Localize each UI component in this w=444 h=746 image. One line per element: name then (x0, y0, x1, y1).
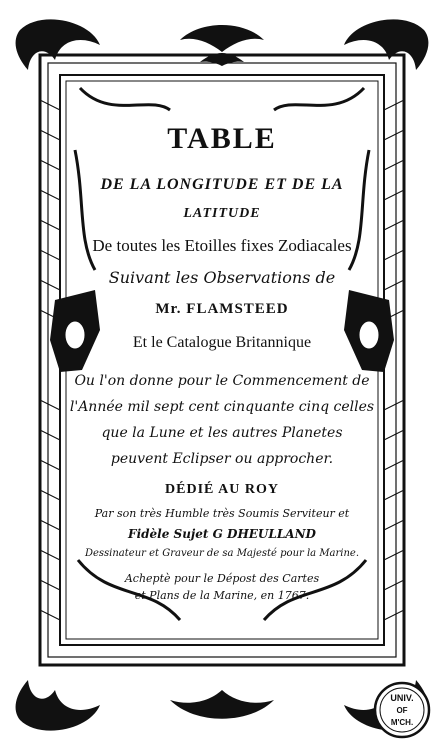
paragraph-line-4: peuvent Eclipser ou approcher. (110, 451, 334, 467)
servant-line-2: Fidèle Sujet G DHEULLAND (128, 527, 316, 541)
catalogue-line: Et le Catalogue Britannique (132, 334, 312, 351)
library-stamp (372, 680, 432, 740)
subtitle-line-2: LATITUDE (183, 206, 261, 221)
stamp-middle-text: OF (396, 706, 408, 715)
subtitle-line-1: DE LA LONGITUDE ET DE LA (100, 176, 344, 193)
dedication-line: DÉDIÉ AU ROY (165, 482, 279, 497)
acquired-line-1: Acheptè pour le Dépost des Cartes (124, 572, 320, 585)
acquired-line-2: et Plans de la Marine, en 1767. (134, 589, 310, 602)
engraver-line: Dessinateur et Graveur de sa Majesté pour la Marine. (84, 548, 360, 559)
page-title: TABLE (167, 122, 277, 155)
paragraph-line-1: Ou l'on donne pour le Commencement de (74, 373, 370, 389)
author-line: Mr. FLAMSTEED (155, 301, 289, 317)
stamp-bottom-text: M'CH. (390, 718, 414, 727)
servant-line-1: Par son très Humble très Soumis Serviteur et (94, 507, 350, 520)
paragraph-line-2: l'Année mil sept cent cinquante cinq celles (69, 399, 375, 415)
stars-line: De toutes les Etoilles fixes Zodiacales (92, 236, 352, 255)
stamp-top-text: UNIV. (390, 693, 414, 703)
suivant-line: Suivant les Observations de (108, 268, 336, 287)
paragraph-line-3: que la Lune et les autres Planetes (101, 425, 343, 441)
